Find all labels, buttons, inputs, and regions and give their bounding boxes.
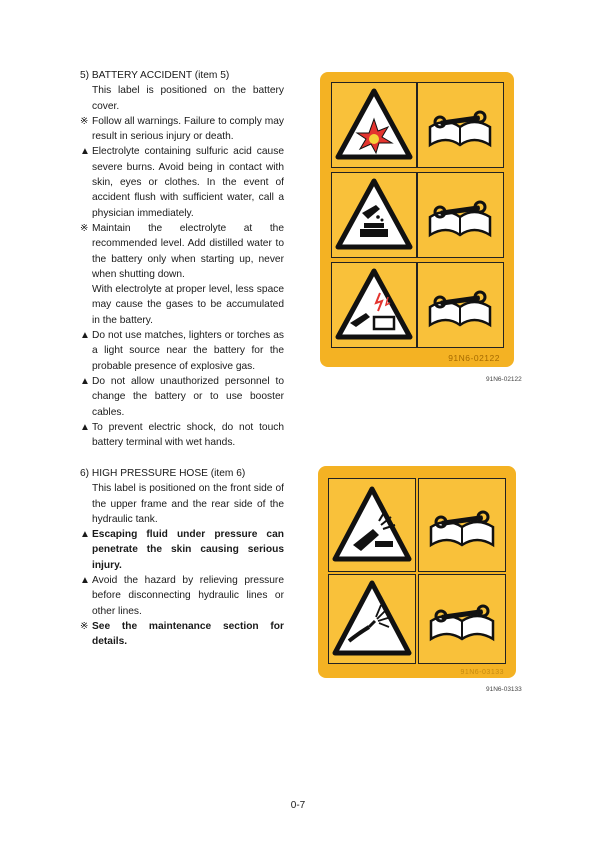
warning-mark: ▲ (80, 421, 90, 433)
label-code: 91N6-02122 (448, 353, 500, 363)
high-pressure-warning-label (318, 466, 516, 678)
section-6-text (80, 466, 284, 650)
item-text: See the maintenance section for details. (92, 620, 284, 648)
item-text: Escaping fluid under pressure can penetrate the skin causing serious injury. (92, 529, 284, 571)
item-text: Electrolyte containing sulfuric acid cause severe burns. Avoid being in contact with skin, eyes or clothes. In the event of accident flush with sufficient water, call a physician immediately. (92, 146, 284, 219)
list-item (80, 374, 284, 420)
item-text: To prevent electric shock, do not touch battery terminal with wet hands. (92, 421, 284, 449)
item-text: With electrolyte at proper level, less space may cause the gases to be accumulated in the battery. (92, 284, 284, 326)
explosion-hazard-panel (331, 82, 417, 168)
acid-hazard-panel (331, 172, 417, 258)
manual-book-icon (419, 479, 505, 571)
list-item (80, 420, 284, 451)
warning-mark: ▲ (80, 375, 90, 387)
warning-mark: ▲ (80, 146, 90, 158)
list-item (80, 282, 284, 328)
hose-spray-icon (329, 575, 415, 663)
note-mark: ※ (80, 222, 89, 234)
list-item (80, 619, 284, 650)
explosion-icon (332, 83, 416, 167)
fluid-injection-icon (329, 479, 415, 571)
manual-book-icon (418, 173, 503, 257)
item-text: Do not use matches, lighters or torches as a light source near the battery for the probable presence of explosive gas. (92, 330, 284, 372)
warning-mark: ▲ (80, 330, 90, 342)
manual-book-icon (418, 83, 503, 167)
item-text: Maintain the electrolyte at the recommended level. Add distilled water to the battery only when starting up, never when shutting down. (92, 222, 284, 280)
hose-spray-hazard-panel (328, 574, 416, 664)
manual-panel (417, 172, 504, 258)
acid-burn-icon (332, 173, 416, 257)
list-item (80, 144, 284, 220)
label-caption: 91N6-03133 (486, 686, 522, 693)
fluid-injection-hazard-panel (328, 478, 416, 572)
list-item (80, 328, 284, 374)
section-5-position: This label is positioned on the battery cover. (92, 85, 284, 112)
manual-book-icon (419, 575, 505, 663)
label-code: 91N6-03133 (460, 669, 504, 676)
section-5-heading: 5) BATTERY ACCIDENT (item 5) (80, 70, 230, 81)
warning-mark: ▲ (80, 529, 90, 541)
list-item (80, 221, 284, 282)
manual-book-icon (418, 263, 503, 347)
page-number: 0-7 (290, 800, 306, 811)
list-item (80, 114, 284, 145)
section-5-text (80, 68, 284, 450)
manual-panel (417, 262, 504, 348)
manual-panel (418, 478, 506, 572)
label-caption: 91N6-02122 (486, 376, 522, 383)
battery-spark-icon (332, 263, 416, 347)
manual-panel (417, 82, 504, 168)
section-6-heading: 6) HIGH PRESSURE HOSE (item 6) (80, 468, 246, 479)
section-6-position: This label is positioned on the front side of the upper frame and the rear side of the hydraulic tank. (92, 483, 284, 525)
warning-mark: ▲ (80, 575, 90, 587)
spark-hazard-panel (331, 262, 417, 348)
list-item (80, 527, 284, 573)
list-item (80, 573, 284, 619)
note-mark: ※ (80, 620, 89, 632)
battery-warning-label (320, 72, 514, 367)
note-mark: ※ (80, 115, 89, 127)
item-text: Follow all warnings. Failure to comply may result in serious injury or death. (92, 115, 284, 143)
item-text: Avoid the hazard by relieving pressure before disconnecting hydraulic lines or other lines. (92, 575, 284, 617)
manual-panel (418, 574, 506, 664)
item-text: Do not allow unauthorized personnel to change the battery or to use booster cables. (92, 375, 284, 418)
